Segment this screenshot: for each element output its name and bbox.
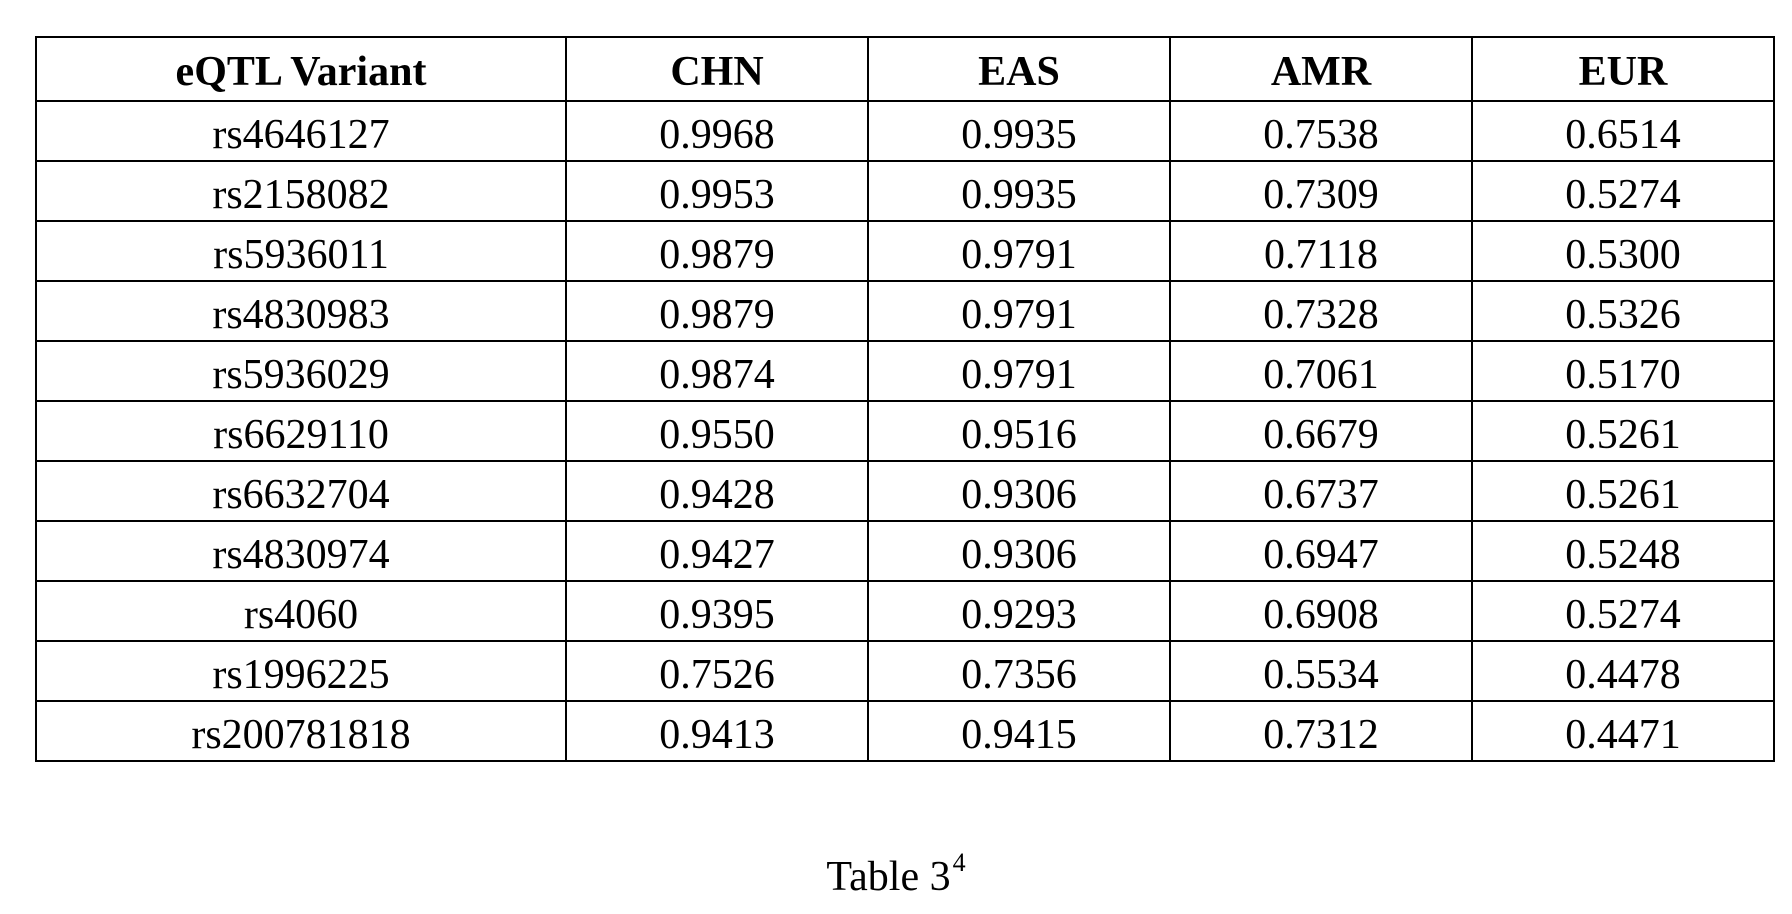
amr-cell: 0.7328 bbox=[1170, 281, 1472, 341]
eas-cell: 0.9306 bbox=[868, 521, 1170, 581]
eas-cell: 0.9791 bbox=[868, 221, 1170, 281]
chn-cell: 0.9968 bbox=[566, 101, 868, 161]
eas-cell: 0.9791 bbox=[868, 341, 1170, 401]
eas-cell: 0.9516 bbox=[868, 401, 1170, 461]
eas-cell: 0.9415 bbox=[868, 701, 1170, 761]
eur-cell: 0.5274 bbox=[1472, 161, 1774, 221]
amr-cell: 0.7538 bbox=[1170, 101, 1472, 161]
eur-cell: 0.5326 bbox=[1472, 281, 1774, 341]
amr-cell: 0.6908 bbox=[1170, 581, 1472, 641]
eur-cell: 0.6514 bbox=[1472, 101, 1774, 161]
chn-cell: 0.9428 bbox=[566, 461, 868, 521]
caption-footnote-marker: 4 bbox=[952, 848, 966, 877]
caption-text: Table 3 bbox=[826, 854, 951, 900]
amr-cell: 0.6679 bbox=[1170, 401, 1472, 461]
table-row bbox=[36, 341, 1774, 401]
table-row bbox=[36, 101, 1774, 161]
amr-cell: 0.7118 bbox=[1170, 221, 1472, 281]
amr-cell: 0.6947 bbox=[1170, 521, 1472, 581]
variant-cell: rs200781818 bbox=[36, 701, 566, 761]
header-amr: AMR bbox=[1170, 37, 1472, 101]
variant-cell: rs4060 bbox=[36, 581, 566, 641]
chn-cell: 0.9550 bbox=[566, 401, 868, 461]
amr-cell: 0.5534 bbox=[1170, 641, 1472, 701]
table-row bbox=[36, 701, 1774, 761]
eur-cell: 0.5170 bbox=[1472, 341, 1774, 401]
chn-cell: 0.9953 bbox=[566, 161, 868, 221]
chn-cell: 0.9874 bbox=[566, 341, 868, 401]
eas-cell: 0.9293 bbox=[868, 581, 1170, 641]
header-eas: EAS bbox=[868, 37, 1170, 101]
table-row bbox=[36, 161, 1774, 221]
header-eur: EUR bbox=[1472, 37, 1774, 101]
variant-cell: rs4830974 bbox=[36, 521, 566, 581]
variant-cell: rs4646127 bbox=[36, 101, 566, 161]
chn-cell: 0.7526 bbox=[566, 641, 868, 701]
variant-cell: rs2158082 bbox=[36, 161, 566, 221]
chn-cell: 0.9879 bbox=[566, 281, 868, 341]
eqtl-frequency-table bbox=[35, 36, 1775, 762]
amr-cell: 0.7309 bbox=[1170, 161, 1472, 221]
eur-cell: 0.5300 bbox=[1472, 221, 1774, 281]
eas-cell: 0.9935 bbox=[868, 161, 1170, 221]
table-row bbox=[36, 521, 1774, 581]
amr-cell: 0.7312 bbox=[1170, 701, 1472, 761]
eur-cell: 0.5261 bbox=[1472, 401, 1774, 461]
eas-cell: 0.9935 bbox=[868, 101, 1170, 161]
table-row bbox=[36, 641, 1774, 701]
table-row bbox=[36, 581, 1774, 641]
variant-cell: rs4830983 bbox=[36, 281, 566, 341]
variant-cell: rs1996225 bbox=[36, 641, 566, 701]
eas-cell: 0.9791 bbox=[868, 281, 1170, 341]
eur-cell: 0.4478 bbox=[1472, 641, 1774, 701]
variant-cell: rs6632704 bbox=[36, 461, 566, 521]
chn-cell: 0.9413 bbox=[566, 701, 868, 761]
variant-cell: rs6629110 bbox=[36, 401, 566, 461]
variant-cell: rs5936029 bbox=[36, 341, 566, 401]
variant-cell: rs5936011 bbox=[36, 221, 566, 281]
eas-cell: 0.9306 bbox=[868, 461, 1170, 521]
table-row bbox=[36, 401, 1774, 461]
chn-cell: 0.9879 bbox=[566, 221, 868, 281]
table-row bbox=[36, 221, 1774, 281]
eur-cell: 0.5248 bbox=[1472, 521, 1774, 581]
eur-cell: 0.5261 bbox=[1472, 461, 1774, 521]
eur-cell: 0.4471 bbox=[1472, 701, 1774, 761]
chn-cell: 0.9395 bbox=[566, 581, 868, 641]
header-chn: CHN bbox=[566, 37, 868, 101]
eur-cell: 0.5274 bbox=[1472, 581, 1774, 641]
table-header-row bbox=[36, 37, 1774, 101]
header-eqtl-variant: eQTL Variant bbox=[36, 37, 566, 101]
amr-cell: 0.6737 bbox=[1170, 461, 1472, 521]
table-row bbox=[36, 461, 1774, 521]
table-row bbox=[36, 281, 1774, 341]
chn-cell: 0.9427 bbox=[566, 521, 868, 581]
table-caption bbox=[0, 848, 1792, 900]
amr-cell: 0.7061 bbox=[1170, 341, 1472, 401]
eas-cell: 0.7356 bbox=[868, 641, 1170, 701]
